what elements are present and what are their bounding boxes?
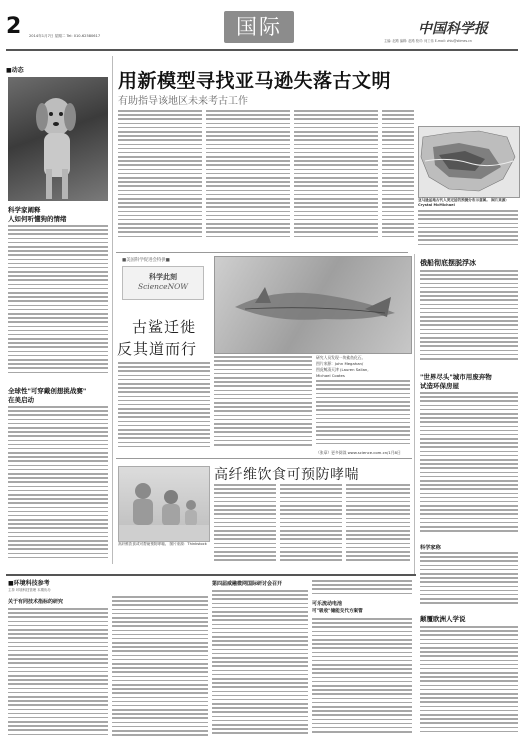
right-story2-body [420, 392, 518, 538]
shark-headline-2: 反其道而行 [117, 340, 198, 358]
bottom-col3-body [312, 618, 412, 744]
masthead: 中国科学报 [418, 21, 488, 37]
left-section-label: ■动态 [6, 67, 24, 74]
fiber-body-col1 [214, 484, 276, 570]
right-story4-title: 颠覆欧洲人学说 [420, 615, 466, 623]
right-story1-body [420, 270, 518, 368]
fiber-body-col3 [346, 484, 410, 570]
shark-fossil-photo [214, 256, 412, 354]
bottom-section-label: ■环境科技参考 [8, 580, 50, 587]
section-title: 国际 [236, 15, 282, 39]
bottom-col1b-body [112, 596, 208, 744]
right-info: 主编: 赵路 编辑: 赵路 校对: 何工伟 E-mail: zhlu@stimes.cn [384, 39, 472, 43]
lead-headline: 用新模型寻找亚马逊失落古文明 [118, 70, 392, 92]
family-illustration [119, 467, 209, 541]
page-header [0, 0, 524, 50]
lead-body-col3 [294, 110, 378, 246]
shark-headline-1: 古鲨迁徙 [132, 318, 197, 336]
bottom-col2-title: 第四届威融微网国际研讨会召开 [212, 581, 283, 587]
shark-bottom-rule [116, 458, 412, 459]
left-story1-body [8, 225, 108, 381]
left-divider [112, 56, 113, 564]
fossil-caption-4: Michael Coates [316, 373, 345, 378]
fiber-headline: 高纤维饮食可预防哮喘 [214, 467, 359, 483]
page-number: 2 [6, 14, 22, 39]
right-story3-title: 科学家称 [420, 545, 441, 551]
amazon-map [418, 126, 520, 198]
bottom-section-rule [6, 574, 416, 576]
right-divider [414, 254, 415, 574]
dog-photo [8, 77, 108, 201]
bottom-col3-title2: 可"吸收"储能交代方案管 [312, 609, 363, 614]
bottom-col3-title: 可乐流动电池 [312, 601, 343, 607]
left-story2-title2: 在美启动 [8, 396, 34, 404]
left-story2-title: 全球性"可穿戴创想挑战赛" [8, 387, 87, 395]
left-story2-body [8, 406, 108, 564]
shark-body-right [316, 380, 410, 448]
shark-banner: ■美国科学促进会特供■ [122, 258, 170, 263]
fossil-caption-1: 研究人员发现一块鲨鱼化石。 [316, 355, 366, 360]
brand-cn: 科学此刻 [149, 273, 177, 281]
right-story4-body [420, 626, 518, 742]
fossil-caption-3: 图虎鲸清天津 (Lauren Sallan, [316, 367, 369, 372]
lead-subhead: 有助指导该地区未来考古工作 [118, 96, 248, 107]
left-story1-title: 科学家阐释 [8, 206, 41, 214]
date-line: 2014年1月7日 星期二 Tel: 010-62580617 [29, 34, 101, 38]
fossil-caption-2: 图片来源：John Megahan/ [316, 361, 364, 366]
shark-credit: （张章）更多阅读 www.science.com.cn/1月8日 [316, 450, 401, 455]
lead-bottom-rule [116, 252, 408, 253]
left-column [6, 53, 110, 565]
amazon-map-illustration [419, 127, 519, 197]
bottom-section-sub: 主持 环境科技管理 本期协办 [8, 588, 51, 592]
left-story1-title2: 人如何听懂狗的情绪 [8, 215, 67, 223]
bottom-col1-title: 关于有同技术指标的研究 [8, 599, 64, 605]
section-tab [224, 11, 294, 43]
lead-body-col4b [382, 110, 414, 246]
shark-body-left [118, 362, 210, 454]
fiber-photo-caption: 高纤维饮食或可帮助预防哮喘。 图片来源：Thinkstock [118, 542, 207, 546]
fiber-photo [118, 466, 210, 542]
brand-en: ScienceNOW [137, 282, 189, 291]
shark-body-mid [214, 356, 312, 454]
map-caption: 亚马逊盆地古代人类定居的预测分布示意图。 图片来源：Crystal McMichael [418, 198, 510, 207]
right-story1-title: 俄船彻底摆脱浮冰 [420, 259, 476, 267]
right-story3-body [420, 552, 518, 610]
fossil-illustration [215, 257, 411, 353]
bottom-col2-body [212, 590, 308, 744]
fiber-body-col2 [280, 484, 342, 570]
right-story2-title1: "世界尽头"城市用废弃物 [420, 373, 492, 381]
science-now-logo [122, 266, 204, 300]
header-rule [6, 49, 518, 51]
dog-illustration [8, 77, 108, 201]
bottom-col3-top [312, 580, 412, 596]
lead-body-col1 [118, 110, 202, 246]
lead-body-col2 [206, 110, 290, 246]
bottom-col1-body [8, 608, 108, 744]
lead-body-col4 [418, 210, 518, 250]
right-story2-title2: 试造环保房屋 [420, 382, 459, 390]
